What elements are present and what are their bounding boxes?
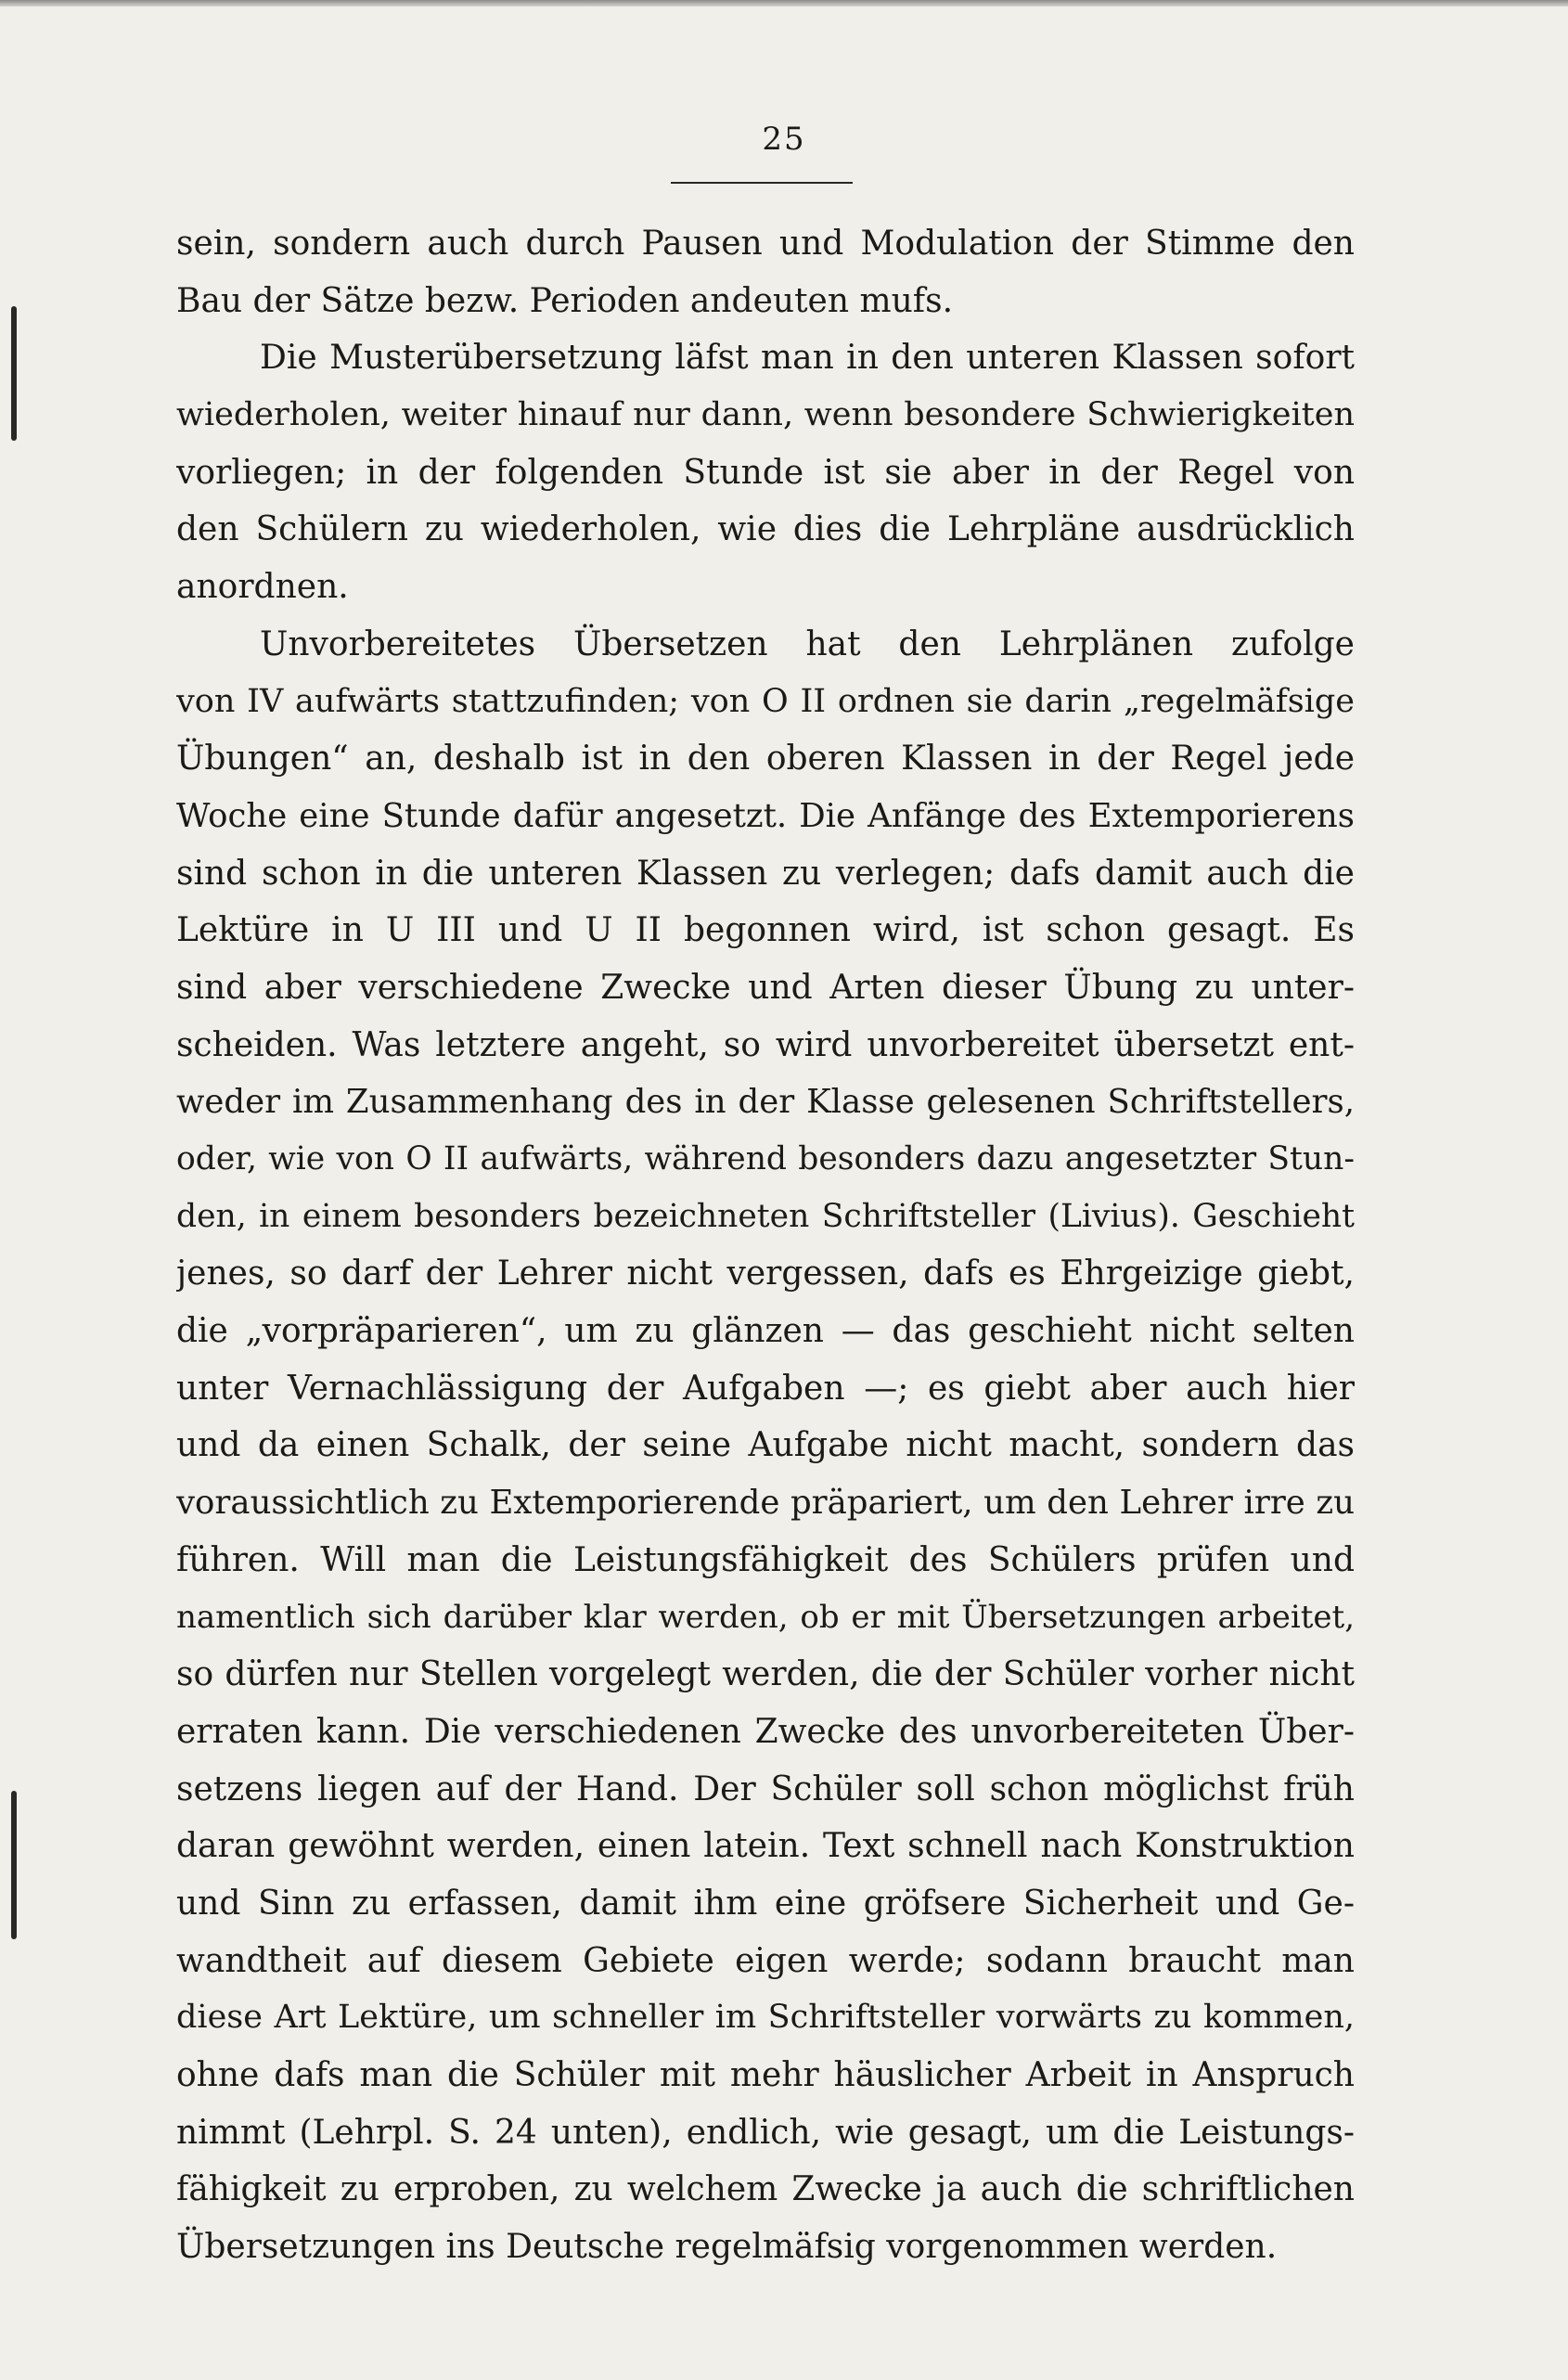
text-line: anordnen. [176, 568, 349, 607]
text-line: namentlich sich darüber klar werden, ob er mit Übersetzungen arbeitet, [176, 1598, 1355, 1636]
text-line: sind aber verschiedene Zwecke und Arten dieser Übung zu unter- [176, 968, 1355, 1007]
text-line: jenes, so darf der Lehrer nicht vergessen, dafs es Ehrgeizige giebt, [176, 1254, 1355, 1293]
text-line: Bau der Sätze bezw. Perioden andeuten mufs. [176, 281, 954, 320]
text-line: wiederholen, weiter hinauf nur dann, wenn besondere Schwierigkeiten [176, 396, 1355, 434]
text-line: ohne dafs man die Schüler mit mehr häuslicher Arbeit in Anspruch [176, 2056, 1355, 2094]
text-line: nimmt (Lehrpl. S. 24 unten), endlich, wie gesagt, um die Leistungs- [176, 2113, 1355, 2152]
text-line: fähigkeit zu erproben, zu welchem Zwecke ja auch die schriftlichen [176, 2170, 1355, 2209]
text-line: setzens liegen auf der Hand. Der Schüler soll schon möglichst früh [176, 1769, 1355, 1808]
text-line: den Schülern zu wiederholen, wie dies die Lehrpläne ausdrücklich [176, 510, 1355, 549]
text-line: den, in einem besonders bezeichneten Schriftsteller (Livius). Geschieht [176, 1197, 1355, 1235]
text-line: unter Vernachlässigung der Aufgaben —; es giebt aber auch hier [176, 1369, 1355, 1408]
text-line: sind schon in die unteren Klassen zu verlegen; dafs damit auch die [176, 854, 1355, 893]
scan-top-edge [0, 0, 1568, 6]
text-line: erraten kann. Die verschiedenen Zwecke des unvorbereiteten Über- [176, 1712, 1355, 1751]
text-line: von IV aufwärts stattzufinden; von O II ordnen sie darin „regelmäfsige [176, 682, 1355, 720]
binding-mark-lower [11, 1791, 17, 1939]
text-line: vorliegen; in der folgenden Stunde ist sie aber in der Regel von [176, 453, 1355, 492]
text-line: Woche eine Stunde dafür angesetzt. Die Anfänge des Extemporierens [176, 796, 1355, 835]
text-line: Unvorbereitetes Übersetzen hat den Lehrplänen zufolge [260, 624, 1355, 663]
text-line: wandtheit auf diesem Gebiete eigen werde; sodann braucht man [176, 1941, 1355, 1980]
text-line: Übersetzungen ins Deutsche regelmäfsig vorgenommen werden. [176, 2228, 1278, 2267]
text-line: scheiden. Was letztere angeht, so wird unvorbereitet übersetzt ent- [176, 1025, 1355, 1064]
text-line: und da einen Schalk, der seine Aufgabe nicht macht, sondern das [176, 1426, 1355, 1465]
text-line: diese Art Lektüre, um schneller im Schriftsteller vorwärts zu kommen, [176, 1999, 1355, 2037]
text-line: so dürfen nur Stellen vorgelegt werden, die der Schüler vorher nicht [176, 1655, 1355, 1694]
text-line: weder im Zusammenhang des in der Klasse gelesenen Schriftstellers, [176, 1083, 1355, 1122]
text-line: Die Musterübersetzung läfst man in den unteren Klassen sofort [260, 339, 1355, 378]
text-line: führen. Will man die Leistungsfähigkeit des Schülers prüfen und [176, 1540, 1355, 1579]
text-line: Übungen“ an, deshalb ist in den oberen Klassen in der Regel jede [176, 740, 1355, 778]
text-line: sein, sondern auch durch Pausen und Modulation der Stimme den [176, 225, 1355, 263]
text-line: oder, wie von O II aufwärts, während besonders dazu angesetzter Stun- [176, 1140, 1355, 1177]
binding-mark-upper [11, 306, 17, 441]
text-line: die „vorpräparieren“, um zu glänzen — das geschieht nicht selten [176, 1312, 1355, 1351]
text-line: Lektüre in U III und U II begonnen wird, ist schon gesagt. Es [176, 911, 1355, 950]
page-number: 25 [762, 121, 806, 158]
body-text [176, 215, 1355, 2276]
page-number-rule [671, 182, 853, 184]
text-line: daran gewöhnt werden, einen latein. Text schnell nach Konstruktion [176, 1827, 1355, 1866]
text-line: und Sinn zu erfassen, damit ihm eine gröfsere Sicherheit und Ge- [176, 1884, 1355, 1923]
text-line: voraussichtlich zu Extemporierende präpariert, um den Lehrer irre zu [176, 1484, 1355, 1523]
